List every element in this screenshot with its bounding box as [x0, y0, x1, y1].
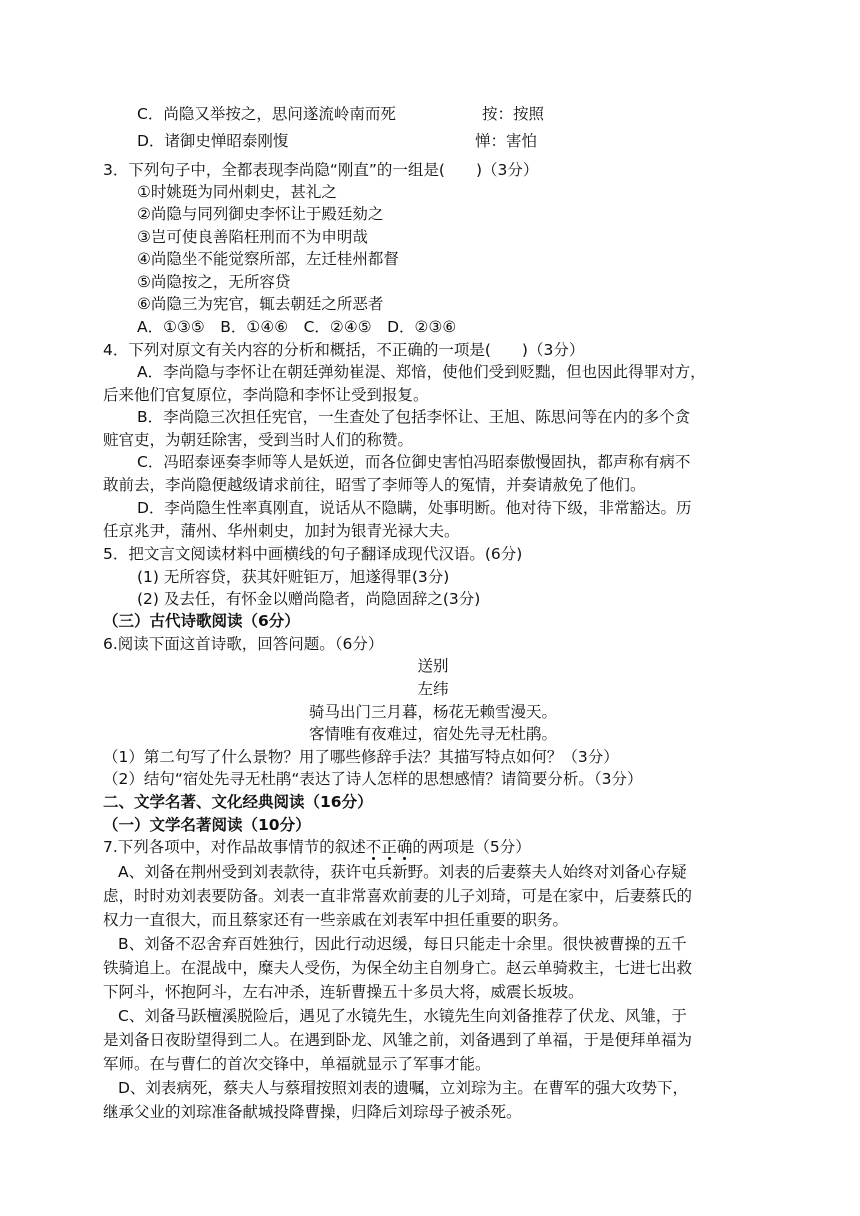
q4-option-c-line1: C．冯昭泰诬奏李师等人是妖逆，而各位御史害怕冯昭泰傲慢固执，都声称有病不: [137, 453, 691, 471]
q7-option-b-line1: B、刘备不忍舍弃百姓独行，因此行动迟缓，每日只能走十余里。很快被曹操的五千: [118, 935, 687, 953]
q2-option-d-gloss: 惮：害怕: [475, 132, 538, 150]
poem-line-1: 骑马出门三月暮，杨花无赖雪漫天。: [308, 703, 557, 721]
q4-option-c-line2: 敢前去，李尚隐便越级请求前往，昭雪了李师等人的冤情，并奏请赦免了他们。: [103, 476, 646, 494]
poem-author: 左纬: [417, 680, 449, 698]
q6-stem: 6.阅读下面这首诗歌，回答问题。（6分）: [103, 635, 384, 653]
q2-option-c-gloss: 按：按照: [482, 105, 545, 123]
q2-option-c-text: C．尚隐又举按之，思问遂流岭南而死: [137, 105, 396, 123]
q7-option-c-line1: C、刘备马跃檀溪脱险后，遇见了水镜先生，水镜先生向刘备推荐了伏龙、风雏，于: [118, 1007, 687, 1025]
emphasis-char: 不: [365, 838, 382, 856]
q3-choices: A．①③⑤ B．①④⑥ C．②④⑤ D．②③⑥: [137, 318, 457, 336]
q4-option-a-line2: 后来他们官复原位，李尚隐和李怀让受到报复。: [103, 386, 429, 404]
section-heading-poetry: （三）古代诗歌阅读（6分）: [103, 612, 300, 630]
q4-stem: 4．下列对原文有关内容的分析和概括，不正确的一项是( )（3分）: [103, 341, 585, 359]
q5-sentence-1: (1) 无所容贷，获其奸赃钜万，旭遂得罪(3分): [137, 568, 450, 586]
q4-option-b-line1: B．李尚隐三次担任宪官，一生查处了包括李怀让、王旭、陈思问等在内的多个贪: [137, 408, 691, 426]
q7-option-a-line3: 权力一直很大，而且蔡家还有一些亲戚在刘表军中担任重要的职务。: [103, 911, 569, 929]
q7-stem-start: 7.下列各项中，对作品故事情节的叙述: [103, 838, 366, 856]
q7-option-a-line2: 虑，时时劝刘表要防备。刘表一直非常喜欢前妻的儿子刘琦，可是在家中，后妻蔡氏的: [103, 887, 693, 905]
q7-option-d-line2: 继承父业的刘琮准备献城投降曹操，归降后刘琮母子被杀死。: [103, 1103, 522, 1121]
emphasis-char: 正: [381, 838, 397, 856]
q7-stem: [103, 836, 763, 859]
q7-stem-end: 的两项是（5分）: [412, 838, 531, 856]
emphasis-char: 确: [396, 838, 413, 856]
q5-stem: 5．把文言文阅读材料中画横线的句子翻译成现代汉语。(6分): [103, 545, 523, 563]
q2-option-c: [137, 103, 797, 126]
q7-option-a-line1: A、刘备在荆州受到刘表款待，获许屯兵新野。刘表的后妻蔡夫人始终对刘备心存疑: [118, 863, 687, 881]
poem-title: 送别: [417, 657, 449, 675]
q7-option-b-line2: 铁骑追上。在混战中，糜夫人受伤，为保全幼主自刎身亡。赵云单骑救主，七进七出救: [103, 959, 693, 977]
q6-subquestion-2: （2）结句“宿处先寻无杜鹃“表达了诗人怎样的思想感情？请简要分析。（3分）: [103, 770, 643, 788]
q3-stem: 3．下列句子中，全都表现李尚隐“刚直”的一组是( )（3分）: [103, 161, 539, 179]
q2-option-d-text: D．诸御史惮昭泰刚愎: [137, 132, 289, 150]
q4-option-d-line1: D．李尚隐生性率真刚直，说话从不隐瞒，处事明断。他对待下级，非常豁达。历: [137, 499, 692, 517]
q4-option-a-line1: A．李尚隐与李怀让在朝廷弹劾崔湜、郑愔，使他们受到贬黜，但也因此得罪对方，: [137, 363, 706, 381]
section-heading-classics: （一）文学名著阅读（10分）: [103, 816, 311, 834]
q4-option-d-line2: 任京兆尹，蒲州、华州刺史，加封为银青光禄大夫。: [103, 522, 460, 540]
q3-item: ③岂可使良善陷枉刑而不为申明哉: [137, 228, 368, 246]
q7-option-c-line3: 军师。在与曹仁的首次交锋中，单福就显示了军事才能。: [103, 1055, 491, 1073]
q3-item: ④尚隐坐不能觉察所部，左迁桂州都督: [137, 250, 399, 268]
q7-option-b-line3: 下阿斗，怀抱阿斗，左右冲杀，连斩曹操五十多员大将，威震长坂坡。: [103, 983, 584, 1001]
q2-option-d: [137, 130, 797, 153]
q3-item: ⑤尚隐按之，无所容贷: [137, 273, 291, 291]
poem-line-2: 客情唯有夜难过，宿处先寻无杜鹃。: [308, 725, 557, 743]
q3-item: ②尚隐与同列御史李怀让于殿廷劾之: [137, 205, 384, 223]
q7-option-d-line1: D、刘表病死，蔡夫人与蔡瑁按照刘表的遗嘱，立刘琮为主。在曹军的强大攻势下，: [118, 1079, 688, 1097]
q5-sentence-2: (2) 及去任，有怀金以赠尚隐者，尚隐固辞之(3分): [137, 590, 481, 608]
q3-item: ⑥尚隐三为宪官，辄去朝廷之所恶者: [137, 295, 384, 313]
q4-option-b-line2: 赃官吏，为朝廷除害，受到当时人们的称赞。: [103, 431, 414, 449]
part-two-heading: 二、文学名著、文化经典阅读（16分）: [103, 793, 373, 811]
q3-item: ①时姚珽为同州刺史，甚礼之: [137, 183, 337, 201]
q6-subquestion-1: （1）第二句写了什么景物？用了哪些修辞手法？其描写特点如何？（3分）: [103, 748, 619, 766]
q7-option-c-line2: 是刘备日夜盼望得到二人。在遇到卧龙、风雏之前，刘备遇到了单福，于是便拜单福为: [103, 1031, 693, 1049]
